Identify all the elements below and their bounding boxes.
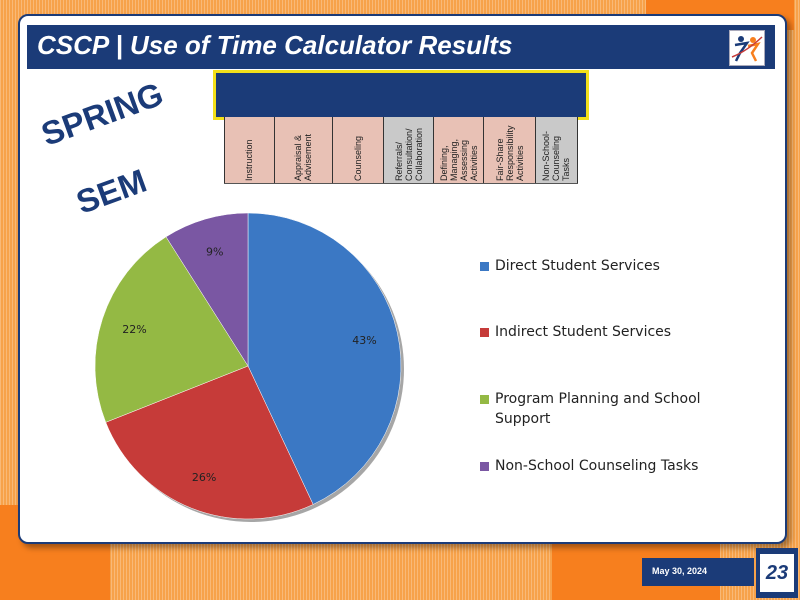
legend-swatch — [480, 462, 489, 471]
legend-item — [480, 456, 740, 476]
legend-item — [480, 322, 740, 342]
table-header-label: Non-School- Counseling Tasks — [541, 130, 572, 181]
table-header-label: Defining, Managing, Assessing Activities — [438, 138, 479, 181]
table-header-label: Fair-Share Responsibility Activities — [494, 125, 525, 181]
semester-label-line1: SPRING — [36, 74, 168, 153]
legend-label: Indirect Student Services — [495, 324, 672, 340]
table-header-label: Counseling — [352, 135, 363, 181]
table-header-label: Instruction — [244, 139, 255, 181]
legend-item — [480, 389, 740, 429]
legend-label: Non-School Counseling Tasks — [495, 458, 699, 474]
pie-data-label: 9% — [205, 245, 224, 259]
legend-swatch — [480, 262, 489, 271]
legend-label: Direct Student Services — [495, 258, 660, 274]
legend-swatch — [480, 395, 489, 404]
pie-data-label: 22% — [122, 323, 147, 337]
semester-label-line2: SEM — [71, 161, 152, 221]
legend-item — [480, 256, 740, 276]
legend-label: Program Planning and School Support — [495, 391, 701, 427]
table-header-label: Referrals/ Consultation/ Collaboration — [393, 127, 424, 181]
page-number: 23 — [760, 554, 794, 592]
page-title: CSCP | Use of Time Calculator Results — [37, 30, 513, 60]
pie-data-label: 43% — [352, 333, 377, 347]
footer-date: May 30, 2024 — [652, 566, 708, 576]
page-number-box — [756, 548, 798, 598]
slide-card — [18, 14, 787, 544]
legend-swatch — [480, 328, 489, 337]
pie-data-label: 26% — [191, 470, 217, 484]
footer-date-bar — [642, 558, 754, 586]
table-header-label: Appraisal & Advisement — [293, 133, 314, 181]
